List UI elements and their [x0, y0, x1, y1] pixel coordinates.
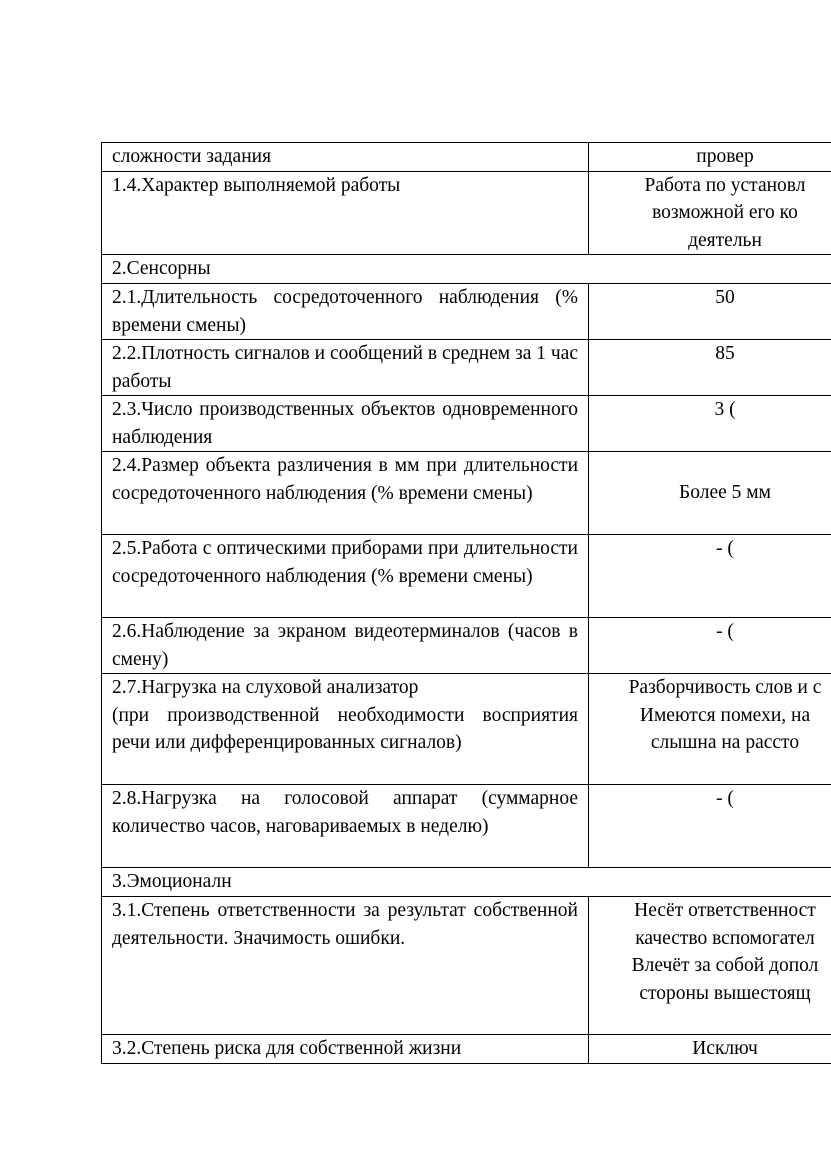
indicator-name-cell	[102, 897, 589, 1035]
value-text: Разборчивость слов и с	[628, 677, 822, 698]
indicator-name-cell	[102, 535, 589, 618]
indicator-text: 2.5.Работа с оптическими приборами при длительности сосредоточенного наблюдения (% времени смены)	[112, 538, 578, 587]
table-row	[102, 171, 831, 255]
value-text: 85	[715, 343, 735, 364]
indicator-name-cell	[102, 340, 589, 396]
indicator-value-cell	[589, 452, 831, 535]
indicator-text: 2.1.Длительность сосредоточенного наблюдения (% времени смены)	[112, 287, 578, 336]
indicator-name-cell	[102, 785, 589, 868]
table-row	[102, 452, 831, 535]
indicator-text: 2.3.Число производственных объектов одновременного наблюдения	[112, 399, 578, 448]
indicator-value-cell	[589, 674, 831, 785]
section-row	[102, 868, 831, 897]
value-text: Более 5 мм	[679, 482, 771, 504]
value-text: - (	[716, 621, 734, 642]
value-text: деятельн	[688, 229, 762, 251]
indicator-text: 1.4.Характер выполняемой работы	[112, 174, 401, 196]
value-text: стороны вышестоящ	[639, 982, 811, 1004]
indicator-text: 2.7.Нагрузка на слуховой анализатор	[112, 677, 419, 698]
indicator-value-cell	[589, 143, 831, 172]
value-text: слышна на рассто	[650, 732, 800, 753]
indicator-text: 3.1.Степень ответственности за результат собственной деятельности. Значимость ошибки.	[112, 900, 578, 949]
value-text: 3 (	[714, 399, 736, 420]
value-text: 50	[715, 287, 735, 308]
table-row	[102, 284, 831, 340]
indicator-value-cell	[589, 897, 831, 1035]
indicator-value-cell	[589, 171, 831, 255]
indicator-text: 2.2.Плотность сигналов и сообщений в среднем за 1 час работы	[112, 343, 578, 392]
table-row	[102, 1035, 831, 1064]
indicator-name-cell	[102, 143, 589, 172]
value-text: - (	[716, 788, 734, 809]
table-row	[102, 618, 831, 674]
indicator-value-cell	[589, 1035, 831, 1064]
indicator-text: 2.6.Наблюдение за экраном видеотерминалов (часов в смену)	[112, 621, 578, 670]
indicator-text: сложности задания	[112, 146, 272, 167]
indicator-text: 2.4.Размер объекта различения в мм при длительности сосредоточенного наблюдения (% времени смены)	[112, 455, 578, 504]
indicator-name-cell	[102, 396, 589, 452]
table-row	[102, 897, 831, 1035]
indicator-value-cell	[589, 618, 831, 674]
value-text: Работа по установл	[644, 174, 806, 196]
section-row	[102, 255, 831, 284]
indicator-value-cell	[589, 535, 831, 618]
indicator-name-cell	[102, 618, 589, 674]
value-text: качество вспомогател	[635, 927, 815, 949]
indicator-value-cell	[589, 785, 831, 868]
indicator-text: 3.2.Степень риска для собственной жизни	[112, 1038, 462, 1059]
table-row	[102, 674, 831, 785]
value-text: провер	[696, 146, 754, 167]
value-text: Несёт ответственност	[634, 900, 816, 921]
table-row	[102, 785, 831, 868]
section-heading: 3.Эмоционалн	[102, 868, 831, 897]
table-row	[102, 535, 831, 618]
indicator-name-cell	[102, 452, 589, 535]
value-text: Исключ	[692, 1038, 758, 1059]
table-row	[102, 143, 831, 172]
value-text: Влечёт за собой допол	[631, 955, 819, 976]
indicator-name-cell	[102, 171, 589, 255]
indicator-value-cell	[589, 396, 831, 452]
value-text: возможной его ко	[652, 202, 798, 223]
section-heading: 2.Сенсорны	[102, 255, 831, 284]
indicator-name-cell	[102, 674, 589, 785]
working-conditions-table	[101, 142, 831, 1064]
indicator-name-cell	[102, 1035, 589, 1064]
value-text: - (	[716, 538, 734, 559]
indicator-text: (при производственной необходимости восприятия речи или дифференцированных сигналов)	[112, 704, 578, 753]
table-row	[102, 396, 831, 452]
indicator-text: 2.8.Нагрузка на голосовой аппарат (суммарное количество часов, наговариваемых в неделю)	[112, 788, 578, 837]
indicator-value-cell	[589, 284, 831, 340]
value-text: Имеются помехи, на	[639, 704, 811, 726]
indicator-value-cell	[589, 340, 831, 396]
indicator-name-cell	[102, 284, 589, 340]
table-body	[102, 143, 831, 1064]
table-row	[102, 340, 831, 396]
